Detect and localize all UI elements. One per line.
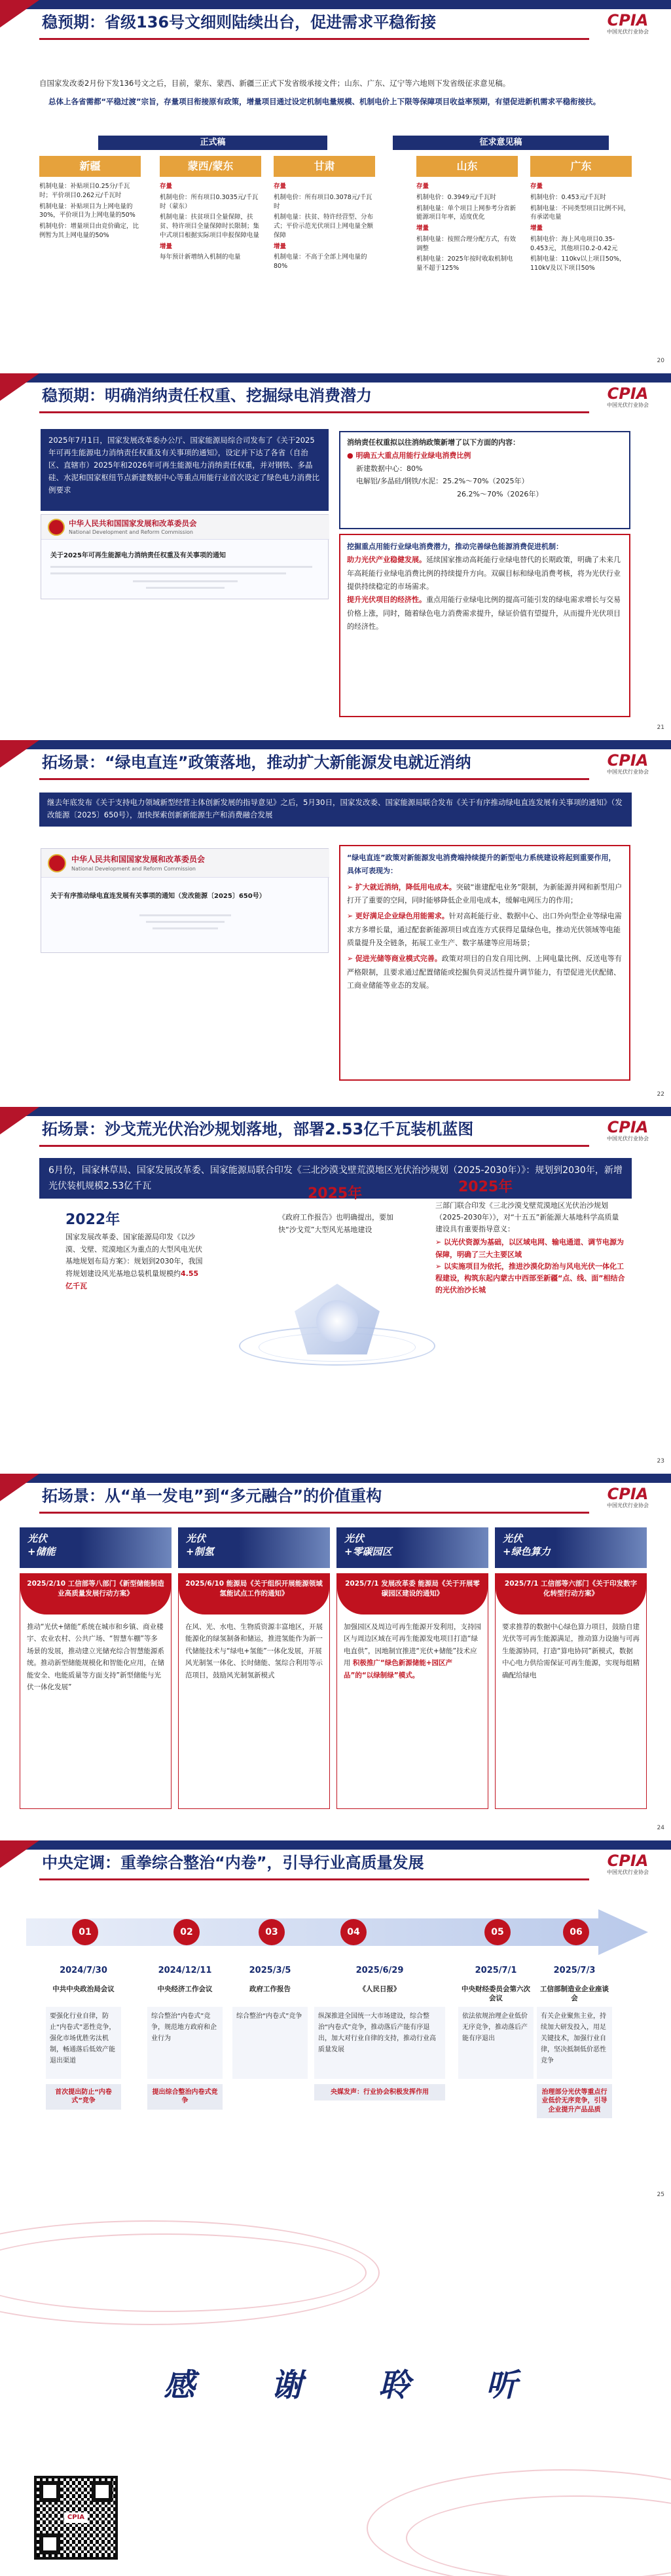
effect-item: ➢ 更好满足企业绿色用能需求。针对高耗能行业、数据中心、出口外向型企业等绿电需求方多增长量，通过配套新能源项目或直连方式获得足量绿色电，推动光伏领域等电能质量提升及全链条，拓展工业生产、数字基建等应用场景； [347,912,622,948]
province-line: 机制电量：2025年按时收取机制电量不超于125% [416,255,513,272]
slide-value-reconstruction [0,1474,671,1837]
timeline-node: 05 [484,1919,511,1945]
para-title: 挖掘重点用能行业绿电消费潜力，推动完善绿色能源消费促进机制： [347,542,563,551]
header-bar [0,373,671,383]
province-line: 存量 [530,183,543,190]
timeline-node: 01 [72,1919,98,1945]
timeline-event [46,1965,121,2110]
province-line: 机制电量：按照合理分配方式，有效调整 [416,235,517,252]
page-number: 23 [657,1457,664,1465]
event-body: 纵深推进全国统一大市场建设，综合整治“内卷式”竞争，推动落后产能有序退出，加大对行业自律的支持，推动行业高质量发展 [314,2007,445,2079]
timeline-event [147,1965,223,2110]
province-line: 机制电价：0.453元/千瓦时 [530,193,606,201]
event-date: 2024/7/30 [60,1966,107,1975]
header-bar [0,1474,671,1483]
page-number: 25 [657,2191,664,2198]
header-bar [0,740,671,749]
title-underline [39,1878,589,1880]
box-line: 电解铝/多晶硅/钢铁/水泥：25.2%～70%（2025年） [356,477,529,486]
scene-banner: 光伏 +零碳园区 [336,1527,488,1568]
plan-banner: 6月份，国家林草局、国家发展改革委、国家能源局联合印发《三北沙漠戈壁荒漠地区光伏治沙规划（2025-2030年）》：规划到2030年，新增光伏装机规模2.53亿千瓦 [39,1158,632,1199]
slide-title: 拓场景：从“单一发电”到“多元融合”的价值重构 [42,1487,382,1505]
event-date: 2025/3/5 [249,1966,291,1975]
slide-title: 拓场景：沙戈荒光伏治沙规划落地，部署2.53亿千瓦装机蓝图 [42,1120,474,1138]
event-body: 综合整治“内卷式”竞争，规范地方政府和企业行为 [147,2007,223,2079]
header-bar [0,1840,671,1850]
box-item: ● 明确五大重点用能行业绿电消费比例 [347,451,471,460]
slide-green-direct [0,740,671,1104]
event-title: 《人民日报》 [359,1985,401,1993]
intro-text: 自国家发改委2月份下发136号文之后，目前，蒙东、蒙西、新疆三正式下发省级承接文件；山东、广东、辽宁等六地则下发省级征求意见稿。 [39,79,511,88]
effect-item: ➢ 扩大就近消纳，降低用电成本。突破“谁建配电业务”限制，为新能源并网和新型用户打开了重要的空间，同时能够降低企业用电成本，缓解电网压力的作用； [347,882,623,905]
slide-thanks [0,2207,671,2576]
document-title: 关于2025年可再生能源电力消纳责任权重及有关事项的通知 [50,552,226,559]
ndrc-name: 中华人民共和国国家发展和改革委员会 [69,519,197,528]
event-date: 2025/7/1 [475,1966,517,1975]
event-tag: 治理部分光伏等重点行业低价无序竞争，引导企业提升产品品质 [537,2084,612,2119]
potential-box [339,534,630,717]
province-name: 广东 [530,156,632,177]
timeline-event [232,1965,308,2079]
slide-title: 中央定调：重拳综合整治“内卷”，引导行业高质量发展 [42,1854,424,1872]
province-line: 机制电量：不高于全部上网电量的80% [274,253,367,271]
event-title: 中央财经委员会第六次会议 [462,1985,530,2002]
weight-content-box [339,431,630,529]
box-title: 消纳责任权重拟以往消纳政策新增了以下方面的内容： [347,438,520,447]
page-number: 21 [657,724,664,731]
national-emblem-icon [48,854,66,872]
cpia-logo: CPIA 中国光伏行业协会 [607,1485,649,1508]
corner-decoration [0,0,39,28]
province-line: 增量 [416,225,429,233]
province-name: 山东 [416,156,518,177]
slide-desert-pv [0,1107,671,1470]
policy-card-body: 要求推荐的数据中心绿色算力项目，鼓励自建光伏等可再生能源满足，推动算力设施与可再生能源协同，打造“算电协同”新模式，数据中心电力供给需保证可再生能源，实现每组精确配给绿电 [502,1623,640,1679]
event-title: 中共中央政治局会议 [52,1985,115,1993]
year-2022: 2022年 [65,1212,120,1228]
event-tag: 央媒发声：行业协会积极发挥作用 [314,2084,445,2101]
province-line: 存量 [416,183,429,190]
cpia-logo: CPIA 中国光伏行业协会 [607,11,649,35]
box-line: 新建数据中心：80% [356,464,423,473]
event-date: 2024/12/11 [158,1966,212,1975]
group-draft-label: 征求意见稿 [393,136,609,150]
para-body-2: 提升光伏项目的经济性。重点用能行业绿电比例的提高可能引发的绿电需求增长与交易价格上涨，同时，随着绿色电力消费需求提升，绿证价值有望提升，从而提升光伏项目的经济性。 [347,595,621,631]
event-tag: 提出综合整治内卷式竞争 [147,2084,223,2110]
year-2022-text: 国家发展改革委、国家能源局印发《以沙漠、戈壁、荒漠地区为重点的大型风电光伏基地规划布局方案》：规划到2030年，我国将规划建设风光基地总装机量规模约4.55亿千瓦 [65,1233,203,1290]
province-line: 每年预计新增纳入机制的电量 [160,253,241,261]
province-name: 甘肃 [274,156,375,177]
ndrc-name-en: National Development and Reform Commission [69,529,193,535]
title-underline [39,38,589,40]
title-underline [39,411,589,413]
title-underline [39,778,589,780]
province-line: 机制电量：不同类型项目比例不同，有承诺电量 [530,204,630,221]
summary-bullet: 总体上各省需都“平稳过渡”宗旨，存量项目衔接原有政策，增量项目通过设定机制电量规模、机制电价上下限等保障项目收益率预期，有望促进新机需求平稳衔接扶。 [48,97,601,106]
event-title: 政府工作报告 [249,1985,291,1993]
timeline-event [537,1965,612,2118]
effects-box [339,845,630,1081]
event-title: 中央经济工作会议 [157,1985,213,1993]
province-line: 机制电价：所有项目0.3078元/千瓦时 [274,193,372,210]
province-card [274,156,375,273]
slide-title: 稳预期：明确消纳责任权重、挖掘绿电消费潜力 [42,386,372,405]
event-body: 综合整治“内卷式”竞争 [232,2007,308,2079]
policy-card-body: 加强园区及周边可再生能源开发利用，支持园区与周边区域在可再生能源发电项目打造“绿电直供”，因地制宜推进“光伏+储能”技术应用 积极推广“绿色新源储能+园区产品”的“以绿制绿”模式。 [344,1623,481,1679]
province-line: 机制电量：补贴项目0.25分/千瓦时；平价项目0.262元/千瓦时 [39,183,130,199]
province-name: 蒙西/蒙东 [160,156,261,177]
page-number: 20 [657,357,664,364]
box-line: 26.2%～70%（2026年） [457,490,543,499]
province-card [39,156,141,242]
effect-list [347,881,623,993]
scene-banner: 光伏 +绿色算力 [495,1527,647,1568]
year-2025-right: 2025年 [458,1179,513,1195]
policy-card-header: 2025/2/10 工信部等八部门《新型储能制造业高质量发展行动方案》 [20,1574,171,1615]
timeline-node: 04 [340,1919,367,1945]
thanks-text: 感 谢 聆 听 [164,2367,517,2404]
para-body: 助力光伏产业稳健发展。延续国家推动高耗能行业绿电替代的长期政策，明确了未来几年高耗能行业绿电消费比例的持续提升方向。双碳目标和绿电消费考核，将为光伏行业提供持续稳定的市场需求。 [347,555,621,591]
policy-card-body: 在风、光、水电、生物质资源丰富地区，开展能源化的绿氢制备和储运，推进氢能作为新一代储能技术与“绿电+氢能”一体化发展，开展风光制氢一体化、长时储能、氢综合利用等示范项目，鼓励风光制氢新模式 [185,1623,323,1679]
plan-detail: 三部门联合印发《三北沙漠戈壁荒漠地区光伏治沙规划（2025-2030年）》，对“十五五”新能源大基地科学高质量建设具有重要指导意义： ➢ 以光伏资源为基础，以区域电网、输电通道、调节电源为保障，明确了三大主要区域 ➢ 以实施项目为依托，推进沙漠化防治与风电光伏一体化工程建设，构筑东起内蒙古中西部至新疆“点、线、面”相结合的光伏治沙长城 [435,1201,625,1294]
province-line: 机制电量：单个项目上网参考分省新能源项目年率，适度优化 [416,204,517,221]
timeline-node: 03 [259,1919,285,1945]
header-bar [0,1107,671,1116]
slide-consumption-weight [0,373,671,737]
timeline-node: 02 [173,1919,200,1945]
policy-card [20,1573,172,1809]
policy-card [178,1573,330,1809]
province-line: 机制电价：0.3949元/千瓦时 [416,193,496,201]
event-body: 要强化行业自律，防止“内卷式”恶性竞争，强化市场优胜劣汰机制，畅通落后低效产能退出渠道 [46,2007,121,2079]
effect-item: ➢ 促进光储等商业模式完善。政策对项目的自发自用比例、上网电量比例、反送电等有严格限制，且要求通过配置储能或挖掘负荷灵活性提升调节能力，有望促进光伏配储、工商业储能等业态的发展。 [347,954,622,990]
province-line: 存量 [160,183,173,190]
province-name: 新疆 [39,156,141,177]
scene-banner: 光伏 +储能 [20,1527,172,1568]
policy-card [495,1573,647,1809]
cpia-logo: CPIA 中国光伏行业协会 [607,384,649,408]
qr-center-logo: CPIA [64,2512,88,2523]
event-tag: 首次提出防止“内卷式”竞争 [46,2084,121,2110]
year-2025-mid: 2025年 [308,1185,363,1202]
province-line: 机制电价：海上风电项目0.35-0.453元，其他项目0.2-0.42元 [530,235,618,252]
slide-provincial-policy [0,0,671,370]
header-bar [0,0,671,9]
event-title: 工信部制造业企业座谈会 [540,1985,609,2002]
province-line: 机制电量：110kv以上项目50%，110kV及以下项目50% [530,255,626,272]
policy-summary-box: 2025年7月1日，国家发展改革委办公厅、国家能源局综合司发布了《关于2025年可再生能源电力消纳责任权重及有关事项的通知》，设定并下达了各省（自治区、直辖市）2025年和2026年可再生能源电力消纳责任权重，并对钢铁、多晶硅、水泥和国家枢纽节点新建数据中心等重点用能行业首次设定了绿色电力消费比例要求 [41,429,329,511]
group-formal-label: 正式稿 [98,136,327,150]
policy-card-header: 2025/6/10 能源局《关于组织开展能源领域氢能试点工作的通知》 [179,1574,329,1615]
document-title: 关于有序推动绿电直连发展有关事项的通知（发改能源〔2025〕650号） [50,893,266,900]
policy-card-body: 推动“光伏+储能”系统在城市和乡镇、商业楼宇、农业农村、公共广场、“智慧车棚”等多场景的发展，推动建立光储充综合智慧能源系统。推动新型储能规模化和智能化应用，在储能安全、电能质量等方面支持”新型储能与光伏一体化发展” [27,1623,164,1691]
cpia-logo: CPIA 中国光伏行业协会 [607,1852,649,1875]
event-body: 依法依规治理企业低价无序竞争，推动落后产能有序退出 [458,2007,534,2079]
globe-graphic [232,1271,442,1382]
slide-title: 拓场景：“绿电直连”政策落地，推动扩大新能源发电就近消纳 [42,753,471,772]
province-line: 机制电量：补贴项目为上网电量的30%，平价项目为上网电量的50% [39,202,136,219]
ndrc-document-image [41,514,329,599]
page-number: 22 [657,1091,664,1098]
event-date: 2025/7/3 [553,1966,596,1975]
event-body: 有关企业聚焦主业，持续加大研发投入，用足关键技术，加强行业自律，坚决抵制低价恶性竞争 [537,2007,612,2079]
timeline-event [458,1965,534,2079]
intro-banner: 继去年底发布《关于支持电力领域新型经营主体创新发展的指导意见》之后，5月30日，国家发改委、国家能源局联合发布《关于有序推动绿电直连发展有关事项的通知》（发改能源〔2025〕650号），加快探索创新新能源生产和消费融合发展 [39,793,632,827]
corner-decoration [0,373,39,401]
province-line: 增量 [530,225,543,233]
province-line: 机制电价：所有项目0.3035元/千瓦时（蒙东） [160,193,259,210]
province-line: 机制电价：增量项目由竞价确定，比例暂为其上网电量的50% [39,223,139,239]
cpia-logo: CPIA 中国光伏行业协会 [607,751,649,775]
province-line: 增量 [160,242,173,250]
qr-code [34,2476,118,2560]
province-line: 增量 [274,242,287,250]
timeline-node: 06 [563,1919,589,1945]
timeline-arrow [26,1909,648,1955]
policy-card [336,1573,488,1809]
scene-banner: 光伏 +制氢 [178,1527,330,1568]
province-card [416,156,518,275]
title-underline [39,1145,589,1147]
slide-title: 稳预期：省级136号文细则陆续出台，促进需求平稳衔接 [42,13,437,31]
cpia-logo: CPIA 中国光伏行业协会 [607,1118,649,1142]
timeline-event [314,1965,445,2100]
policy-card-header: 2025/7/1 发展改革委 能源局《关于开展零碳园区建设的通知》 [337,1574,488,1615]
box-title: “绿电直连”政策对新能源发电消费端持续提升的新型电力系统建设将起到重要作用，具体可表现为： [347,853,616,876]
national-emblem-icon [48,519,65,536]
year-2025-mid-text: 《政府工作报告》也明确提出，要加快“沙戈荒”大型风光基地建设 [278,1213,393,1234]
province-card [160,156,261,264]
event-date: 2025/6/29 [355,1966,404,1975]
ndrc-name-en: National Development and Reform Commission [71,866,196,872]
province-line: 存量 [274,183,287,190]
province-line: 机制电量：扶贫项目全量保障，扶贫、特许项目全量保障时长限制；集中式项目根据实际项目申报保障电量 [160,214,260,239]
page-number: 24 [657,1824,664,1831]
province-card [530,156,632,275]
province-line: 机制电量：扶贫、特许经营型、分布式；平价示范光伏项目上网电量全额保障 [274,214,374,239]
title-underline [39,1512,589,1514]
policy-card-header: 2025/7/1 工信部等六部门《关于印发数字化转型行动方案》 [496,1574,646,1615]
ndrc-name: 中华人民共和国国家发展和改革委员会 [71,855,206,864]
slide-anti-involution [0,1840,671,2204]
ndrc-document-image [41,848,329,953]
